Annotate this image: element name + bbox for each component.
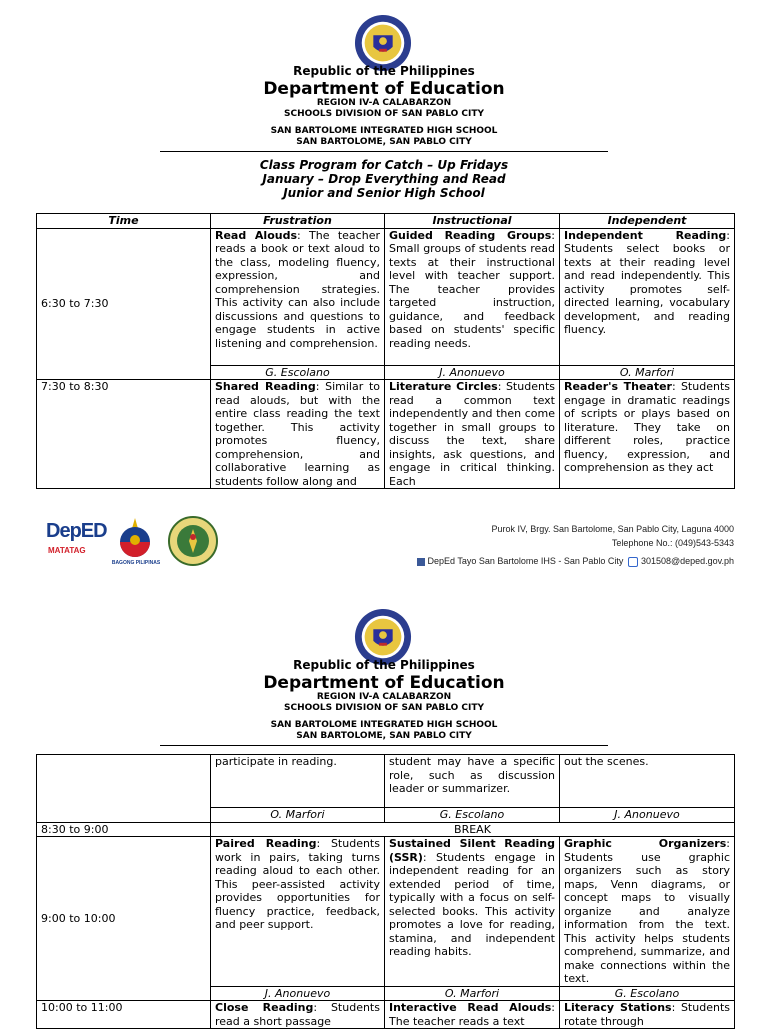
division-line: SCHOOLS DIVISION OF SAN PABLO CITY xyxy=(284,703,484,713)
school-seal-icon xyxy=(168,516,218,566)
email-icon xyxy=(628,557,638,567)
table-row xyxy=(37,228,735,365)
facebook-icon xyxy=(417,558,425,566)
school-line: SAN BARTOLOME INTEGRATED HIGH SCHOOL xyxy=(270,720,498,730)
department-title: Department of Education xyxy=(263,79,505,99)
division-line: SCHOOLS DIVISION OF SAN PABLO CITY xyxy=(284,109,484,119)
footer-logos xyxy=(46,516,226,570)
header-time: Time xyxy=(37,214,211,229)
class-program-table-continued xyxy=(36,754,735,1029)
republic-line: Republic of the Philippines xyxy=(293,658,475,672)
table-row xyxy=(37,837,735,987)
header-divider xyxy=(160,745,608,746)
header-instructional: Instructional xyxy=(385,214,560,229)
footer-address: Purok IV, Brgy. San Bartolome, San Pablo City, Laguna 4000 xyxy=(491,524,734,534)
deped-logo xyxy=(46,520,107,543)
time-cell xyxy=(37,755,211,823)
activity-title: Literature Circles xyxy=(389,380,498,393)
activity-text: : Students engage in dramatic readings of scripts or plays based on literature. They take on different roles, practice fluency, expression, and comprehension as they act xyxy=(564,380,730,474)
activity-cell: student may have a specific role, such as discussion leader or summarizer. xyxy=(385,755,560,808)
activity-text: : Students read a common text independently and then come together in small groups to discuss the text, share insights, ask questions, and engage in critical thinking. Each xyxy=(389,380,555,488)
activity-text: : Students rotate through xyxy=(564,1001,730,1028)
program-title-2: January – Drop Everything and Read xyxy=(262,172,506,186)
activity-title: Sustained Silent Reading (SSR) xyxy=(389,837,555,864)
activity-cell xyxy=(385,380,560,489)
table-row xyxy=(37,380,735,489)
header-divider xyxy=(160,151,608,152)
teacher-name: J. Anonuevo xyxy=(560,808,735,823)
footer-phone: Telephone No.: (049)543-5343 xyxy=(611,538,734,548)
teacher-name: J. Anonuevo xyxy=(385,365,560,380)
bagong-pilipinas-icon xyxy=(112,516,158,562)
time-cell: 6:30 to 7:30 xyxy=(37,228,211,380)
activity-cell xyxy=(385,837,560,987)
teacher-name: G. Escolano xyxy=(385,808,560,823)
activity-title: Guided Reading Groups xyxy=(389,228,552,242)
footer-contact xyxy=(414,522,734,568)
teacher-name: O. Marfori xyxy=(211,808,385,823)
activity-title: Paired Reading xyxy=(215,837,317,850)
program-title-3: Junior and Senior High School xyxy=(283,186,485,200)
activity-text: : Students use graphic organizers such as story maps, Venn diagrams, or concept maps to visually organize and analyze information from the text. This activity helps students comprehend, summarize, and make connections within the text. xyxy=(564,837,730,985)
break-label: BREAK xyxy=(211,822,735,837)
activity-title: Interactive Read Alouds xyxy=(389,1001,552,1014)
activity-cell xyxy=(560,837,735,987)
teacher-name: O. Marfori xyxy=(385,986,560,1001)
teacher-name: G. Escolano xyxy=(211,365,385,380)
activity-title: Read Alouds xyxy=(215,228,297,242)
time-cell: 10:00 to 11:00 xyxy=(37,1001,211,1029)
department-title: Department of Education xyxy=(263,673,505,693)
activity-text: : Students read a short passage xyxy=(215,1001,380,1028)
footer-facebook[interactable]: DepEd Tayo San Bartolome IHS - San Pablo City xyxy=(427,556,624,566)
activity-title: Reader's Theater xyxy=(564,380,672,393)
matatag-logo: MATATAG xyxy=(48,546,86,555)
activity-cell: out the scenes. xyxy=(560,755,735,808)
activity-text: : Similar to read alouds, but with the entire class reading the text together. This activity promotes fluency, comprehension, and collaborative learning as students follow along and xyxy=(215,380,380,488)
table-row xyxy=(37,1001,735,1029)
region-line: REGION IV-A CALABARZON xyxy=(316,692,452,702)
activity-cell xyxy=(211,380,385,489)
deped-wordmark: DepED xyxy=(46,520,107,542)
republic-line: Republic of the Philippines xyxy=(293,64,475,78)
activity-title: Independent Reading xyxy=(564,228,727,242)
activity-text: : Small groups of students read texts at their instructional level with teacher support. The teacher provides targeted instruction, guidance, and feedback based on students' specific reading needs. xyxy=(389,228,555,350)
header-independent: Independent xyxy=(560,214,735,229)
break-row xyxy=(37,822,735,837)
activity-title: Shared Reading xyxy=(215,380,316,393)
activity-text: : The teacher reads a text xyxy=(389,1001,555,1028)
activity-text: : Students engage in independent reading for an extended period of time, typically with a focus on self-selected books. This activity promotes a love for reading, stamina, and independent reading habits. xyxy=(389,850,555,958)
bagong-pilipinas-text: BAGONG PILIPINAS xyxy=(111,560,161,566)
address-line: SAN BARTOLOME, SAN PABLO CITY xyxy=(296,137,472,147)
teacher-name: O. Marfori xyxy=(560,365,735,380)
class-program-table xyxy=(36,213,735,489)
activity-cell xyxy=(560,380,735,489)
activity-cell xyxy=(385,228,560,365)
time-cell: 9:00 to 10:00 xyxy=(37,837,211,1001)
table-row xyxy=(37,755,735,808)
time-cell: 7:30 to 8:30 xyxy=(37,380,211,489)
activity-cell xyxy=(385,1001,560,1029)
table-header-row xyxy=(37,214,735,229)
region-line: REGION IV-A CALABARZON xyxy=(316,98,452,108)
school-line: SAN BARTOLOME INTEGRATED HIGH SCHOOL xyxy=(270,126,498,136)
activity-cell xyxy=(211,228,385,365)
teacher-name: G. Escolano xyxy=(560,986,735,1001)
activity-text: : The teacher reads a book or text aloud to the class, modeling fluency, expression, and comprehension strategies. This activity can also include discussions and questions to engage students in active listening and comprehension. xyxy=(215,228,380,350)
activity-text: : Students select books or texts at their reading level and read independently. This activity promotes self-directed learning, vocabulary development, and reading fluency. xyxy=(564,228,730,336)
activity-title: Graphic Organizers xyxy=(564,837,727,850)
activity-cell xyxy=(560,228,735,365)
footer-email[interactable]: 301508@deped.gov.ph xyxy=(640,556,734,566)
activity-title: Literacy Stations xyxy=(564,1001,672,1014)
activity-cell xyxy=(211,1001,385,1029)
time-cell: 8:30 to 9:00 xyxy=(37,822,211,837)
activity-cell xyxy=(560,1001,735,1029)
activity-title: Close Reading xyxy=(215,1001,314,1014)
address-line: SAN BARTOLOME, SAN PABLO CITY xyxy=(296,731,472,741)
header-frustration: Frustration xyxy=(211,214,385,229)
activity-text: : Students work in pairs, taking turns reading aloud to each other. This peer-assisted activity provides opportunities for fluency practice, feedback, and peer support. xyxy=(215,837,380,931)
activity-cell: participate in reading. xyxy=(211,755,385,808)
teacher-name: J. Anonuevo xyxy=(211,986,385,1001)
activity-cell xyxy=(211,837,385,987)
program-title-1: Class Program for Catch – Up Fridays xyxy=(259,158,509,172)
